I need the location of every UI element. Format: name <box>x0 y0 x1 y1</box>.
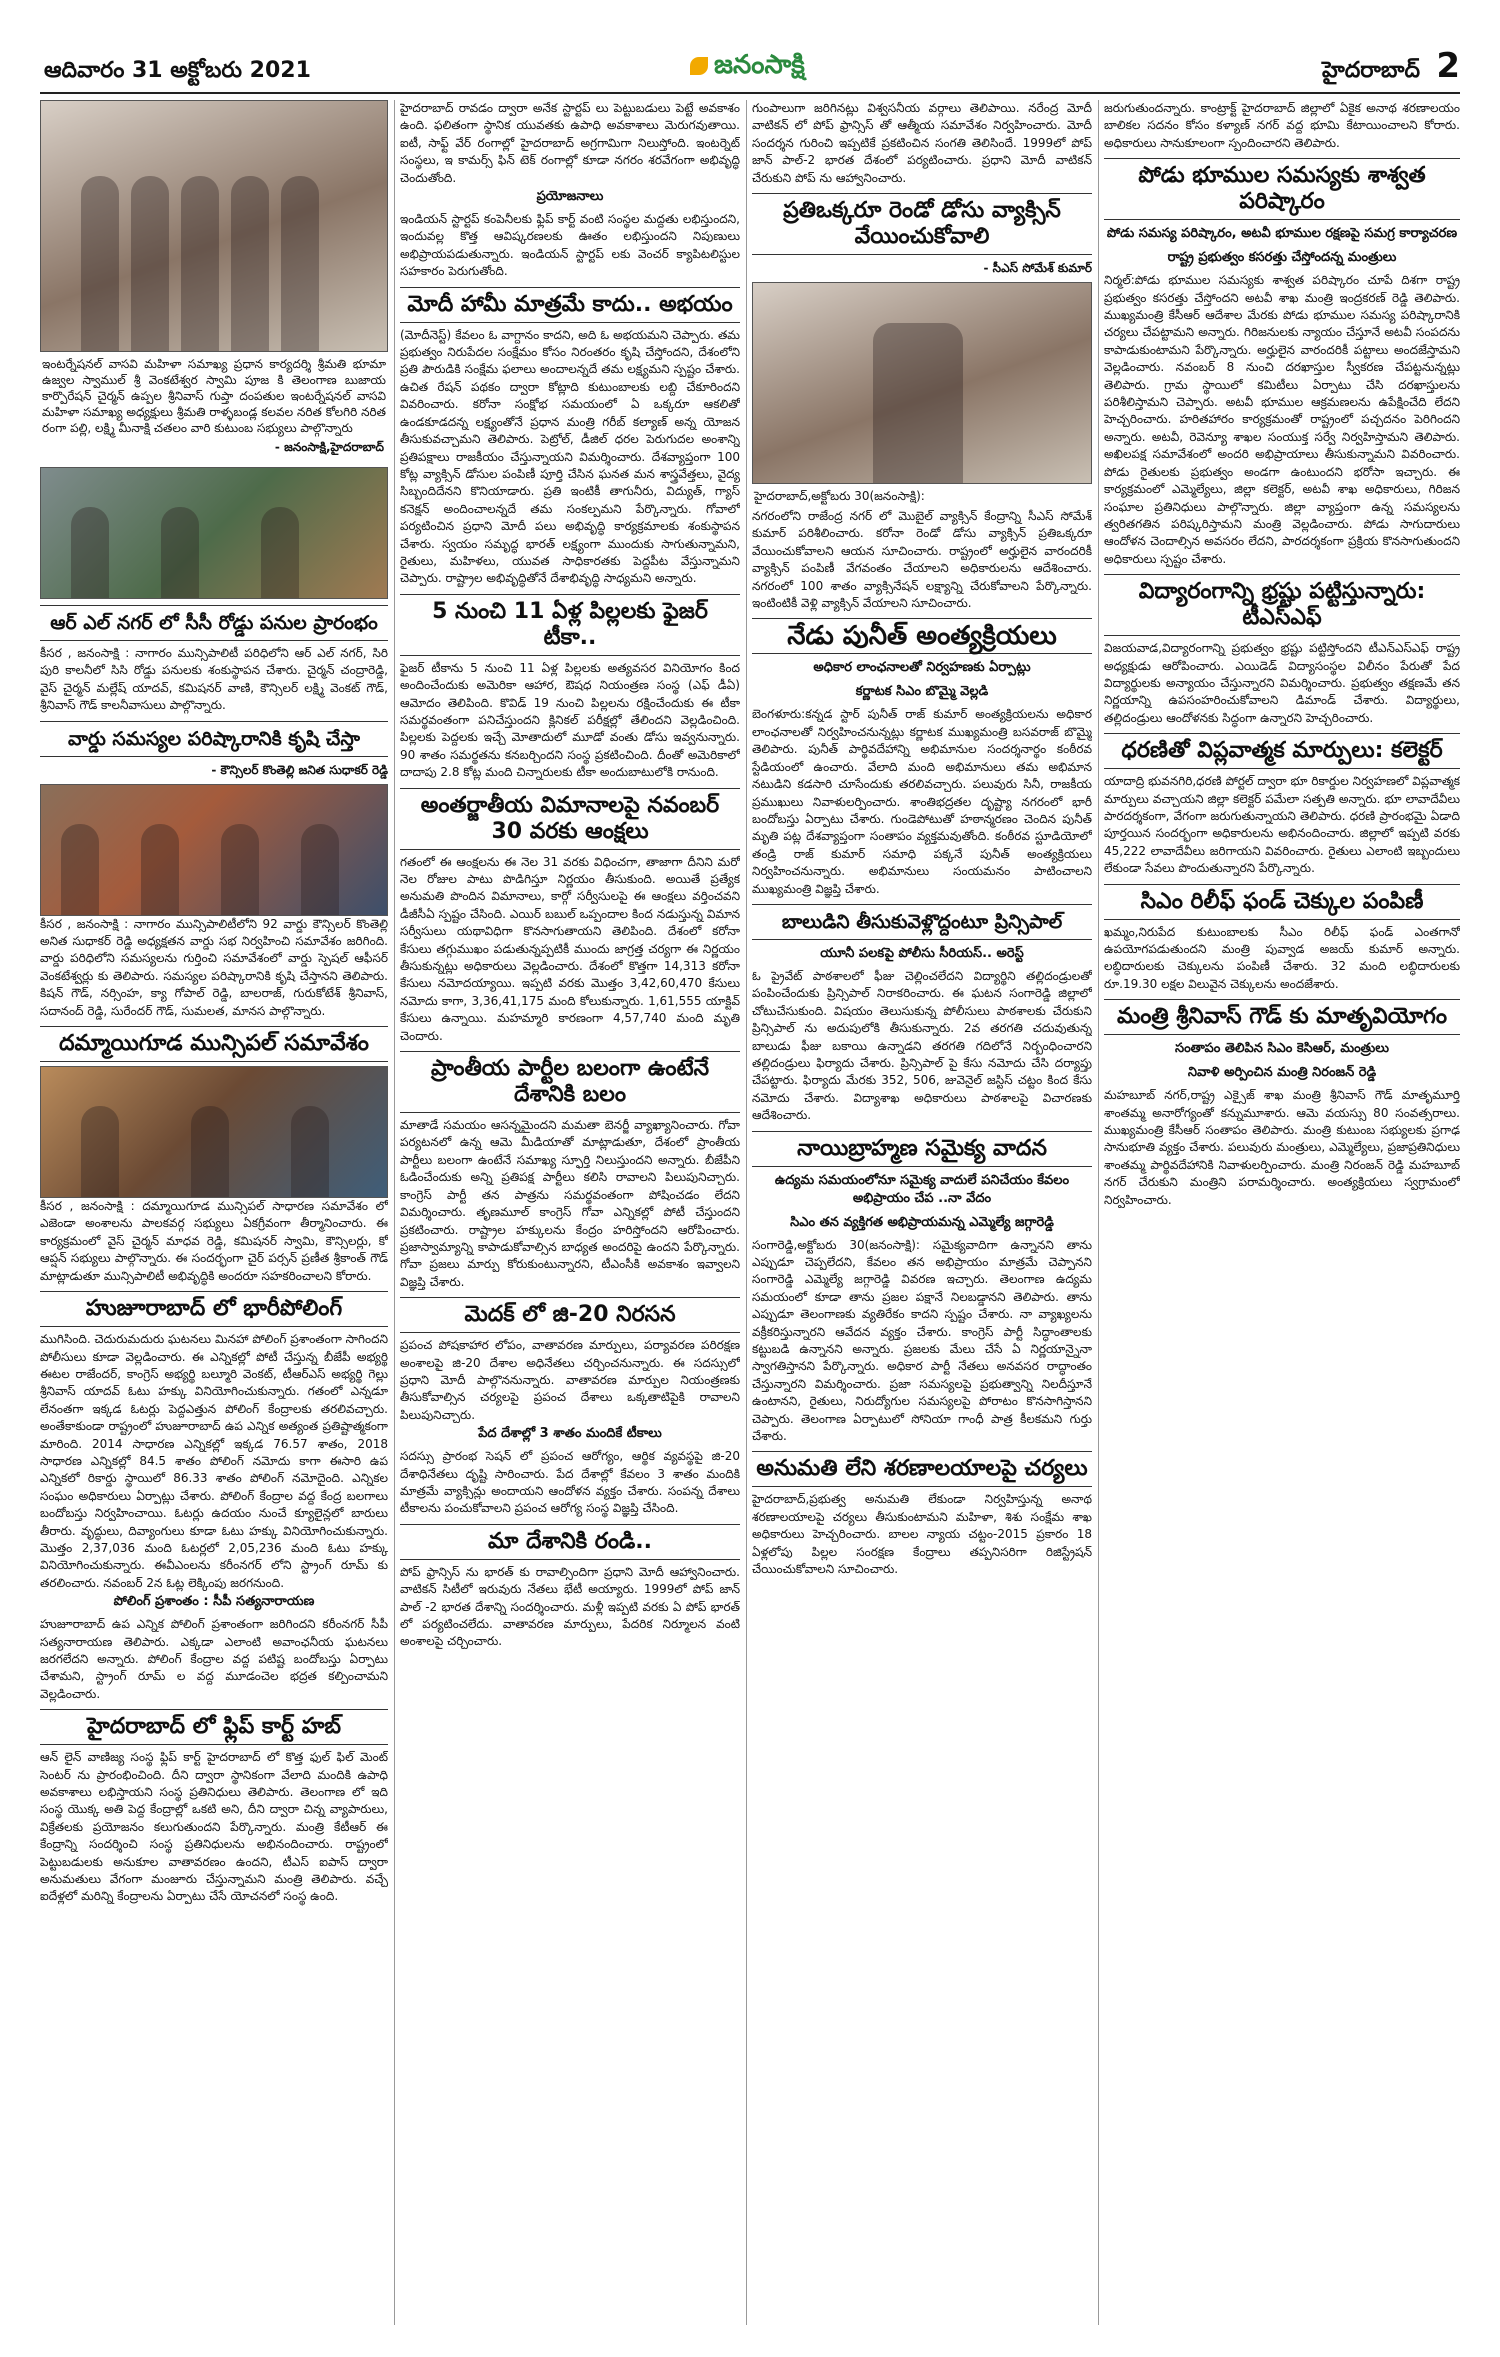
article-body: కీసర , జనంసాక్షి : నాగారం మున్సిపాలిటీలోని 92 వార్డు కౌన్సిలర్ కొంతెల్లి అనిత సుధాకర్ రెడ్డి అధ్యక్షతన వార్డు సభ నిర్వహించి సమావేశం జరిగింది. వార్డు పరిధిలోని సమస్యలను గుర్తించి సమావేశంలో వార్డు స్పెషల్ ఆఫీసర్ వెంకటేశ్వర్లు కు తెలిపారు. సమస్యల పరిష్కారానికి కృషి చేస్తానని తెలిపారు. కిషన్ గౌడ్, నర్సింహ, క్యా గోపాల్ రెడ్డి, బాలరాజ్, గురుకోటేశ్ శ్రీనివాస్, సదానంద్ రెడ్డి, సురేందర్ గౌడ్, సుమలత, మానస పాల్గొన్నారు. <box>40 916 388 1018</box>
article-body: హైదరాబాద్ రావడం ద్వారా అనేక స్టార్టప్ లు పెట్టుబడులు పెట్టే అవకాశం ఉంది. ఫలితంగా స్థానిక యువతకు ఉపాధి అవకాశాలు మెరుగవుతాయి. ఐటీ, సాఫ్ట్ వేర్ రంగాల్లో హైదరాబాద్ అగ్రగామిగా నిలుస్తోంది. ఇంటర్నెట్ సంస్థలు, ఇ కామర్స్ ఫిన్ టెక్ రంగాల్లో కూడా నగరం శరవేగంగా అభివృద్ధి చెందుతోంది. <box>400 101 740 185</box>
subheading: ఉద్యమ సమయంలోనూ సమైక్య వాదులే పనిచేయం కేవలం అభిప్రాయం చేప ..నా వేదం <box>774 1172 1070 1206</box>
headline: ప్రతిఒక్కరూ రెండో డోసు వ్యాక్సిన్ వేయించుకోవాలి <box>752 193 1092 255</box>
subheading: అధికార లాంఛనాలతో నిర్వహణకు ఏర్పాట్లు <box>813 660 1031 676</box>
column-divider <box>394 100 395 2325</box>
headline: సిఎం రిలీఫ్ ఫండ్ చెక్కుల పంపిణీ <box>1104 884 1460 920</box>
article-body: యాదాద్రి భువనగిరి,ధరణి పోర్టల్ ద్వారా భూ రికార్డుల నిర్వహణలో విప్లవాత్మక మార్పులు వచ్చాయని జిల్లా కలెక్టర్ పమేలా సత్పతి అన్నారు. భూ లావాదేవీలు పారదర్శకంగా, వేగంగా జరుగుతున్నాయని తెలిపారు. ధరణి ప్రారంభమై ఏడాది పూర్తయిన సందర్భంగా అధికారులను అభినందించారు. జిల్లాలో ఇప్పటి వరకు 45,222 లావాదేవీలు జరిగాయని వివరించారు. రైతులు ఎలాంటి ఇబ్బందులు లేకుండా సేవలు పొందుతున్నారని పేర్కొన్నారు. <box>1104 774 1460 876</box>
column-1 <box>40 100 388 2325</box>
column-divider <box>746 100 747 2325</box>
headline: మంత్రి శ్రీనివాస్ గౌడ్ కు మాతృవియోగం <box>1104 999 1460 1035</box>
headline: దమ్మాయిగూడ మున్సిపల్ సమావేశం <box>40 1026 388 1062</box>
news-photo <box>40 1066 388 1198</box>
newspaper-page <box>40 40 1460 2330</box>
article-body: గుంపాలుగా జరిగినట్లు విశ్వసనీయ వర్గాలు తెలిపాయి. నరేంద్ర మోదీ వాటికన్ లో పోప్ ఫ్రాన్సిస్ తో ఆత్మీయ సమావేశం నిర్వహించారు. మోదీ సందర్శన గురించి ఇప్పటికే ప్రకటించిన సంగతి తెలిసిందే. 1999లో పోప్ జాన్ పాల్-2 భారత దేశంలో పర్యటించారు. ప్రధాని మోదీ వాటికన్ చేరుకుని పోప్ ను ఆహ్వానించారు. <box>752 101 1092 185</box>
headline: మోదీ హామీ మాత్రమే కాదు.. అభయం <box>400 287 740 323</box>
column-2 <box>400 100 740 2325</box>
news-photo <box>40 467 388 599</box>
headline: అనుమతి లేని శరణాలయాలపై చర్యలు <box>752 1451 1092 1487</box>
headline: ప్రాంతీయ పార్టీల బలంగా ఉంటేనే దేశానికి బలం <box>400 1051 740 1113</box>
article-body: సదస్సు ప్రారంభ సెషన్ లో ప్రపంచ ఆరోగ్యం, ఆర్థిక వ్యవస్థపై జి-20 దేశాధినేతలు దృష్టి సారించారు. పేద దేశాల్లో కేవలం 3 శాతం మందికి మాత్రమే వ్యాక్సిన్లు అందాయని ఆందోళన వ్యక్తం చేశారు. సంపన్న దేశాలు టీకాలను పంచుకోవాలని ప్రపంచ ఆరోగ్య సంస్థ విజ్ఞప్తి చేసింది. <box>400 1449 740 1516</box>
subheading: సంతాపం తెలిపిన సిఎం కెసిఆర్, మంత్రులు <box>1174 1041 1390 1057</box>
article-body: విజయవాడ,విద్యారంగాన్ని ప్రభుత్వం భ్రష్టు పట్టిస్తోందని టీఎన్ఎస్ఎఫ్ రాష్ట్ర అధ్యక్షుడు ఆరోపించారు. ఎయిడెడ్ విద్యాసంస్థల విలీనం పేరుతో పేద విద్యార్థులకు అన్యాయం చేస్తున్నారని విమర్శించారు. ప్రభుత్వం తక్షణమే తన నిర్ణయాన్ని ఉపసంహరించుకోవాలని డిమాండ్ చేశారు. విద్యార్థులు, తల్లిదండ్రులు ఆందోళనకు సిద్ధంగా ఉన్నారని హెచ్చరించారు. <box>1104 641 1460 725</box>
article-body: ఫైజర్ టీకాను 5 నుంచి 11 ఏళ్ల పిల్లలకు అత్యవసర వినియోగం కింద అందించేందుకు అమెరికా ఆహార, ఔషధ నియంత్రణ సంస్థ (ఎఫ్ డీఏ) ఆమోదం తెలిపింది. కొవిడ్ 19 నుంచి పిల్లలను రక్షించేందుకు ఈ టీకా సమర్థవంతంగా పనిచేస్తుందని క్లినికల్ పరీక్షల్లో తేలిందని వెల్లడించింది. పిల్లలకు పెద్దలకు ఇచ్చే మోతాదులో మూడో వంతు డోసు ఇవ్వనున్నారు. 90 శాతం సమర్థతను కనబర్చిందని సంస్థ ప్రకటించింది. దీంతో అమెరికాలో దాదాపు 2.8 కోట్ల మంది చిన్నారులకు టీకా అందుబాటులోకి రానుంది. <box>400 660 740 780</box>
headline: 5 నుంచి 11 ఏళ్ల పిల్లలకు ఫైజర్ టీకా.. <box>400 594 740 656</box>
headline: మా దేశానికి రండి.. <box>400 1524 740 1560</box>
byline: - కౌన్సిలర్ కొంతెల్లి జనిత సుధాకర్ రెడ్డి <box>211 762 388 777</box>
subheading: కర్ణాటక సిఎం బొమ్మై వెల్లడి <box>855 684 989 700</box>
headline: నాయిబ్రాహ్మణ సమైక్య వాదన <box>752 1131 1092 1167</box>
subheading: రాష్ట్ర ప్రభుత్వం కసరత్తు చేస్తోందన్న మంత్రులు <box>1167 250 1397 266</box>
article-body: హైదరాబాద్,ప్రభుత్వ అనుమతి లేకుండా నిర్వహిస్తున్న అనాథ శరణాలయాలపై చర్యలు తీసుకుంటామని మహిళా, శిశు సంక్షేమ శాఖ అధికారులు హెచ్చరించారు. బాలల న్యాయ చట్టం-2015 ప్రకారం 18 ఏళ్లలోపు పిల్లల సంరక్షణ కేంద్రాలు తప్పనిసరిగా రిజిస్ట్రేషన్ చేయించుకోవాలని సూచించారు. <box>752 1492 1092 1577</box>
headline: ఆర్ ఎల్ నగర్ లో సీసీ రోడ్డు పనుల ప్రారంభం <box>40 605 388 641</box>
masthead <box>40 40 1460 94</box>
photo-credit: - జనంసాక్షి,హైదరాబాద్ <box>274 440 384 454</box>
headline: వార్డు సమస్యల పరిష్కారానికి కృషి చేస్తా <box>40 721 388 757</box>
leaf-icon <box>690 57 708 75</box>
column-3 <box>752 100 1092 2325</box>
headline: పోడు భూముల సమస్యకు శాశ్వత పరిష్కారం <box>1104 158 1460 220</box>
subheading: ప్రయోజనాలు <box>536 189 604 205</box>
subheading: పోలింగ్ ప్రశాంతం : సీపీ సత్యనారాయణ <box>113 1594 315 1610</box>
article-body: నగరంలోని రాజేంద్ర నగర్ లో మొబైల్ వ్యాక్సిన్ కేంద్రాన్ని సీఎస్ సోమేశ్ కుమార్ పరిశీలించారు. కరోనా రెండో డోసు వ్యాక్సిన్ ప్రతిఒక్కరూ వేయించుకోవాలని ఆయన సూచించారు. రాష్ట్రంలో అర్హులైన వారందరికీ వ్యాక్సిన్ పంపిణీ వేగవంతం చేయాలని అధికారులను ఆదేశించారు. నగరంలో 100 శాతం వ్యాక్సినేషన్ లక్ష్యాన్ని చేరుకోవాలని పేర్కొన్నారు. ఇంటింటికీ వెళ్లి వ్యాక్సిన్ వేయాలని సూచించారు. <box>752 509 1092 611</box>
photo-caption: హైదరాబాద్,అక్టోబరు 30(జనంసాక్షి): <box>754 489 925 504</box>
article-body: మహబూబ్ నగర్,రాష్ట్ర ఎక్సైజ్ శాఖ మంత్రి శ్రీనివాస్ గౌడ్ మాతృమూర్తి శాంతమ్మ అనారోగ్యంతో కన్నుమూశారు. ఆమె వయస్సు 80 సంవత్సరాలు. ముఖ్యమంత్రి కేసీఆర్ సంతాపం తెలిపారు. మంత్రి కుటుంబ సభ్యులకు ప్రగాఢ సానుభూతి వ్యక్తం చేశారు. పలువురు మంత్రులు, ఎమ్మెల్యేలు, ప్రజాప్రతినిధులు శాంతమ్మ పార్థివదేహానికి నివాళులర్పించారు. మంత్రి నిరంజన్ రెడ్డి మహబూబ్ నగర్ చేరుకుని మంత్రిని పరామర్శించారు. అంత్యక్రియలు స్వగ్రామంలో నిర్వహించారు. <box>1104 1088 1460 1207</box>
article-body: హుజూరాబాద్ ఉప ఎన్నిక పోలింగ్ ప్రశాంతంగా జరిగిందని కరీంనగర్ సీపీ సత్యనారాయణ తెలిపారు. ఎక్కడా ఎలాంటి అవాంఛనీయ ఘటనలు జరగలేదని అన్నారు. పోలింగ్ కేంద్రాల వద్ద పటిష్ట బందోబస్తు ఏర్పాటు చేశామని, స్ట్రాంగ్ రూమ్ ల వద్ద మూడంచెల భద్రత కల్పించామని వెల్లడించారు. <box>40 1617 388 1701</box>
article-body: పోప్ ఫ్రాన్సిస్ ను భారత్ కు రావాల్సిందిగా ప్రధాని మోదీ ఆహ్వానించారు. వాటికన్ సిటీలో ఇరువురు నేతలు భేటీ అయ్యారు. 1999లో పోప్ జాన్ పాల్ -2 భారత దేశాన్ని సందర్శించారు. మళ్లీ ఇప్పటి వరకు ఏ పోప్ భారత్ లో పర్యటించలేదు. వాతావరణ మార్పులు, పేదరిక నిర్మూలన వంటి అంశాలపై చర్చించారు. <box>400 1564 740 1649</box>
article-body: నిర్మల్:పోడు భూముల సమస్యకు శాశ్వత పరిష్కారం చూపే దిశగా రాష్ట్ర ప్రభుత్వం కసరత్తు చేస్తోందని అటవీ శాఖ మంత్రి ఇంద్రకరణ్ రెడ్డి తెలిపారు. ముఖ్యమంత్రి కేసీఆర్ ఆదేశాల మేరకు పోడు భూముల సమస్య పరిష్కారానికి చర్యలు చేపట్టామని అన్నారు. గిరిజనులకు న్యాయం చేస్తూనే అటవీ సంపదను కాపాడుకుంటామని పేర్కొన్నారు. అర్హులైన వారందరికీ పట్టాలు అందజేస్తామని వెల్లడించారు. నవంబర్ 8 నుంచి దరఖాస్తుల స్వీకరణ చేపట్టనున్నట్లు తెలిపారు. గ్రామ స్థాయిలో కమిటీలు ఏర్పాటు చేసి దరఖాస్తులను పరిశీలిస్తామని చెప్పారు. అటవీ భూముల ఆక్రమణలను ఉపేక్షించేది లేదని హెచ్చరించారు. హరితహారం కార్యక్రమంతో రాష్ట్రంలో పచ్చదనం పెరిగిందని అన్నారు. అటవీ, రెవెన్యూ శాఖల సంయుక్త సర్వే నిర్వహిస్తామని తెలిపారు. అఖిలపక్ష సమావేశంలో అందరి అభిప్రాయాలు తీసుకున్నామని వివరించారు. పోడు రైతులకు ప్రభుత్వం అండగా ఉంటుందని భరోసా ఇచ్చారు. ఈ కార్యక్రమంలో ఎమ్మెల్యేలు, జిల్లా కలెక్టర్, అటవీ శాఖ అధికారులు, గిరిజన సంఘాల ప్రతినిధులు పాల్గొన్నారు. జిల్లా వ్యాప్తంగా ఉన్న సమస్యలను త్వరితగతిన పరిష్కరిస్తామని మంత్రి వెల్లడించారు. పోడు సాగుదారులు ఆందోళన చెందాల్సిన అవసరం లేదని, పారదర్శకంగా ప్రక్రియ కొనసాగుతుందని అధికారులు స్పష్టం చేశారు. <box>1104 273 1460 566</box>
edition-city: హైదరాబాద్ <box>1322 58 1420 83</box>
article-body: జరుగుతుందన్నారు. కాంట్రాక్ట్ హైదరాబాద్ జిల్లాలో ఏకైక అనాథ శరణాలయం బాలికల సదనం కోసం కళ్యాణ్ నగర్ వద్ద భూమి కేటాయించాలని కోరారు. అధికారులు సానుకూలంగా స్పందించారని తెలిపారు. <box>1104 101 1460 150</box>
article-body: (మోదీనెస్ట్) కేవలం ఓ వాగ్దానం కాదని, అది ఓ అభయమని చెప్పారు. తమ ప్రభుత్వం నిరుపేదల సంక్షేమం కోసం నిరంతరం కృషి చేస్తోందని, దేశంలోని ప్రతి పౌరుడికి సంక్షేమ ఫలాలు అందాలన్నదే తమ లక్ష్యమని స్పష్టం చేశారు. ఉచిత రేషన్ పథకం ద్వారా కోట్లాది కుటుంబాలకు లబ్ది చేకూరిందని వివరించారు. కరోనా సంక్షోభ సమయంలో ఏ ఒక్కరూ ఆకలితో ఉండకూడదన్న లక్ష్యంతోనే ప్రధాన మంత్రి గరీబ్ కల్యాణ్ అన్న యోజన తీసుకువచ్చామని తెలిపారు. పెట్రోల్, డీజిల్ ధరల పెరుగుదల అంశాన్ని ప్రతిపక్షాలు రాజకీయం చేస్తున్నాయని విమర్శించారు. దేశవ్యాప్తంగా 100 కోట్ల వ్యాక్సిన్ డోసుల పంపిణీ పూర్తి చేసిన ఘనత మన శాస్త్రవేత్తలు, వైద్య సిబ్బందిదేనని కొనియాడారు. ప్రతి ఇంటికీ తాగునీరు, విద్యుత్, గ్యాస్ కనెక్షన్ అందించాలన్నదే తమ సంకల్పమని పేర్కొన్నారు. గోవాలో పర్యటించిన ప్రధాని మోదీ పలు అభివృద్ధి కార్యక్రమాలకు శంకుస్థాపన చేశారు. స్వయం సమృద్ధ భారత్ లక్ష్యంగా ముందుకు సాగుతున్నామని, రైతులు, మహిళలు, యువత సాధికారతకు పెద్దపీట వేస్తున్నామని చెప్పారు. రాష్ట్రాల అభివృద్ధితోనే దేశాభివృద్ధి సాధ్యమని అన్నారు. <box>400 327 740 586</box>
subheading: పోడు సమస్య పరిష్కారం, అటవీ భూముల రక్షణపై సమగ్ర కార్యాచరణ <box>1106 226 1458 242</box>
news-photo <box>752 282 1092 484</box>
article-body: కీసర , జనంసాక్షి : దమ్మాయిగూడ మున్సిపల్ సాధారణ సమావేశం లో ఎజెండా అంశాలను పాలకవర్గ సభ్యులు ఏకగ్రీవంగా తీర్మానించారు. ఈ కార్యక్రమంలో వైస్ చైర్మన్ మాధవ రెడ్డి, కమిషనర్ స్వామి, కౌన్సిలర్లు, కో ఆప్షన్ సభ్యులు పాల్గొన్నారు. ఈ సందర్భంగా చైర్ పర్సన్ ప్రణీత శ్రీకాంత్ గౌడ్ మాట్లాడుతూ మున్సిపాలిటీ అభివృద్ధికి అందరూ సహకరించాలని కోరారు. <box>40 1199 388 1283</box>
article-body: సంగారెడ్డి,అక్టోబరు 30(జనంసాక్షి): సమైక్యవాదిగా ఉన్నానని తాను ఎప్పుడూ చెప్పలేదని, కేవలం తన అభిప్రాయం మాత్రమే చెప్పానని సంగారెడ్డి ఎమ్మెల్యే జగ్గారెడ్డి వివరణ ఇచ్చారు. తెలంగాణ ఉద్యమ సమయంలో కూడా తాను ప్రజల పక్షానే నిలబడ్డానని తెలిపారు. తాను ఎప్పుడూ తెలంగాణకు వ్యతిరేకం కాదని స్పష్టం చేశారు. నా వ్యాఖ్యలను వక్రీకరిస్తున్నారని ఆవేదన వ్యక్తం చేశారు. కాంగ్రెస్ పార్టీ సిద్ధాంతాలకు కట్టుబడి ఉన్నానని అన్నారు. ప్రజలకు మేలు చేసే ఏ నిర్ణయాన్నైనా స్వాగతిస్తానని పేర్కొన్నారు. అధికార పార్టీ నేతలు అనవసర రాద్ధాంతం చేస్తున్నారని విమర్శించారు. ప్రజా సమస్యలపై ప్రభుత్వాన్ని నిలదీస్తూనే ఉంటానని, రైతులు, నిరుద్యోగుల సమస్యలపై పోరాటం కొనసాగిస్తానని చెప్పారు. తెలంగాణ ఏర్పాటులో సోనియా గాంధీ పాత్ర కీలకమని గుర్తు చేశారు. <box>752 1237 1092 1444</box>
news-photo <box>40 100 388 352</box>
subheading: పేద దేశాల్లో 3 శాతం మందికే టీకాలు <box>478 1426 662 1442</box>
headline: అంతర్జాతీయ విమానాలపై నవంబర్ 30 వరకు ఆంక్షలు <box>400 788 740 850</box>
headline: ధరణితో విప్లవాత్మక మార్పులు: కలెక్టర్ <box>1104 733 1460 769</box>
subheading: నివాళి అర్పించిన మంత్రి నిరంజన్ రెడ్డి <box>1187 1065 1377 1081</box>
news-photo <box>40 784 388 916</box>
byline: - సీఎస్ సోమేశ్ కుమార్ <box>983 261 1092 276</box>
article-body: బెంగళూరు:కన్నడ స్టార్ పునీత్ రాజ్ కుమార్ అంత్యక్రియలను అధికార లాంఛనాలతో నిర్వహించనున్నట్లు కర్ణాటక ముఖ్యమంత్రి బసవరాజ్ బొమ్మై తెలిపారు. పునీత్ పార్థివదేహాన్ని అభిమానుల సందర్శనార్థం కంఠీరవ స్టేడియంలో ఉంచారు. వేలాది మంది అభిమానులు తమ అభిమాన నటుడిని కడసారి చూసేందుకు తరలివచ్చారు. పలువురు సినీ, రాజకీయ ప్రముఖులు నివాళులర్పించారు. శాంతిభద్రతల దృష్ట్యా నగరంలో భారీ బందోబస్తు ఏర్పాటు చేశారు. గుండెపోటుతో హఠాన్మరణం చెందిన పునీత్ మృతి పట్ల దేశవ్యాప్తంగా సంతాపం వ్యక్తమవుతోంది. కంఠీరవ స్టూడియోలో తండ్రి రాజ్ కుమార్ సమాధి పక్కనే పునీత్ అంత్యక్రియలు నిర్వహించనున్నారు. అభిమానులు సంయమనం పాటించాలని ముఖ్యమంత్రి విజ్ఞప్తి చేశారు. <box>752 707 1092 896</box>
headline: విద్యారంగాన్ని భ్రష్టు పట్టిస్తున్నారు: టీఎస్ఎఫ్ <box>1104 574 1460 636</box>
photo-caption: ఇంటర్నేషనల్ వాసవి మహిళా సమాఖ్య ప్రధాన కార్యదర్శి శ్రీమతి భూమా ఉజ్వల స్వాముల్ శ్రీ వెంకటేశ్వర స్వామి పూజ కి తెలంగాణ బుజాయ కార్పొరేషన్ చైర్మన్ ఉప్పల శ్రీనివాస్ గుప్తా దంపతుల ఇంటర్నేషనల్ వాసవి మహిళా సమాఖ్య అధ్యక్షులు శ్రీమతి రాళ్ళబండ్ల కలవల నరిత కోలగిరి నరిత రంగా పల్లి, లక్ష్మి మీనాక్షి చతలం వారి కుటుంబ సభ్యులు పాల్గొన్నారు <box>42 357 386 435</box>
article-body: మాతాడే సమయం ఆసన్నమైందని మమతా బెనర్జీ వ్యాఖ్యానించారు. గోవా పర్యటనలో ఉన్న ఆమె మీడియాతో మాట్లాడుతూ, దేశంలో ప్రాంతీయ పార్టీలు బలంగా ఉంటేనే సమాఖ్య స్ఫూర్తి నిలుస్తుందని అన్నారు. బీజేపీని ఓడించేందుకు అన్ని ప్రతిపక్ష పార్టీలు కలిసి రావాలని పిలుపునిచ్చారు. కాంగ్రెస్ పార్టీ తన పాత్రను సమర్థవంతంగా పోషించడం లేదని విమర్శించారు. తృణమూల్ కాంగ్రెస్ గోవా ఎన్నికల్లో పోటీ చేస్తుందని ప్రకటించారు. రాష్ట్రాల హక్కులను కేంద్రం హరిస్తోందని ఆరోపించారు. ప్రజాస్వామ్యాన్ని కాపాడుకోవాల్సిన బాధ్యత అందరిపై ఉందని పేర్కొన్నారు. గోవా ప్రజలు మార్పు కోరుకుంటున్నారని, టీఎంసీకి అవకాశం ఇవ్వాలని విజ్ఞప్తి చేశారు. <box>400 1118 740 1289</box>
headline: నేడు పునీత్ అంత్యక్రియలు <box>752 618 1092 654</box>
newspaper-logo <box>690 50 805 86</box>
article-body: కీసర , జనంసాక్షి : నాగారం మున్సిపాలిటీ పరిధిలోని ఆర్ ఎల్ నగర్, సిరి పురి కాలనీలో సిసి రోడ్డు పనులకు శంకుస్థాపన చేశారు. చైర్మన్ చంద్రారెడ్డి, వైస్ చైర్మన్ మల్లేష్ యాదవ్, కమిషనర్ వాణి, కౌన్సిలర్ లక్ష్మి వెంకట్ గౌడ్, శ్రీనివాస్ గౌడ్ కాలనీవాసులు పాల్గొన్నారు. <box>40 646 388 713</box>
logo-text: జనంసాక్షి <box>714 50 805 80</box>
headline: హైదరాబాద్ లో ఫ్లిప్ కార్ట్ హబ్ <box>40 1709 388 1745</box>
subheading: యూనీ పలకపై పోలీసు సీరియస్.. అరెస్ట్ <box>820 945 1024 961</box>
column-divider <box>1098 100 1099 2325</box>
article-body: ఖమ్మం,నిరుపేద కుటుంబాలకు సీఎం రిలీఫ్ ఫండ్ ఎంతగానో ఉపయోగపడుతుందని మంత్రి పువ్వాడ అజయ్ కుమార్ అన్నారు. లబ్ధిదారులకు చెక్కులను పంపిణీ చేశారు. 32 మంది లబ్ధిదారులకు రూ.19.30 లక్షల విలువైన చెక్కులను అందజేశారు. <box>1104 924 1460 991</box>
page-number: 2 <box>1436 46 1460 86</box>
article-body: ఆన్ లైన్ వాణిజ్య సంస్థ ఫ్లిప్ కార్ట్ హైదరాబాద్ లో కొత్త ఫుల్ ఫిల్ మెంట్ సెంటర్ ను ప్రారంభించింది. దీని ద్వారా స్థానికంగా వేలాది మందికి ఉపాధి అవకాశాలు లభిస్తాయని సంస్థ ప్రతినిధులు తెలిపారు. తెలంగాణ లో ఇది సంస్థ యొక్క అతి పెద్ద కేంద్రాల్లో ఒకటి అని, దీని ద్వారా చిన్న వ్యాపారులు, విక్రేతలకు ప్రయోజనం కలుగుతుందని పేర్కొన్నారు. మంత్రి కేటీఆర్ ఈ కేంద్రాన్ని సందర్శించి సంస్థ ప్రతినిధులను అభినందించారు. రాష్ట్రంలో పెట్టుబడులకు అనుకూల వాతావరణం ఉందని, టీఎస్ ఐపాస్ ద్వారా అనుమతులు వేగంగా మంజూరు చేస్తున్నామని మంత్రి తెలిపారు. వచ్చే ఐదేళ్లలో మరిన్ని కేంద్రాలను ఏర్పాటు చేసే యోచనలో సంస్థ ఉంది. <box>40 1750 388 1904</box>
article-body: గతంలో ఈ ఆంక్షలను ఈ నెల 31 వరకు విధించగా, తాజాగా దీనిని మరో నెల రోజుల పాటు పొడిగిస్తూ నిర్ణయం తీసుకుంది. అయితే ప్రత్యేక అనుమతి పొందిన విమానాలు, కార్గో సర్వీసులపై ఈ ఆంక్షలు వర్తించవని డీజీసీఏ స్పష్టం చేసింది. ఎయిర్ బబుల్ ఒప్పందాల కింద నడుస్తున్న విమాన సర్వీసులు యథావిధిగా కొనసాగుతాయని తెలిపింది. దేశంలో కరోనా కేసులు తగ్గుముఖం పడుతున్నప్పటికీ ముందు జాగ్రత్త చర్యగా ఈ నిర్ణయం తీసుకున్నట్లు అధికారులు వెల్లడించారు. దేశంలో కొత్తగా 14,313 కరోనా కేసులు నమోదయ్యాయి. ఇప్పటి వరకు మొత్తం 3,42,60,470 కేసులు నమోదు కాగా, 3,36,41,175 మంది కోలుకున్నారు. 1,61,555 యాక్టివ్ కేసులు ఉన్నాయి. మహమ్మారి కారణంగా 4,57,740 మంది మృతి చెందారు. <box>400 854 740 1043</box>
headline: హుజూరాబాద్ లో భారీపోలింగ్ <box>40 1291 388 1327</box>
article-body: ఇండియన్ స్టార్టప్ కంపెనీలకు ఫ్లిప్ కార్ట్ వంటి సంస్థల మద్దతు లభిస్తుందని, ఇందువల్ల కొత్త ఆవిష్కరణలకు ఊతం లభిస్తుందని నిపుణులు అభిప్రాయపడుతున్నారు. ఇండియన్ స్టార్టప్ లకు వెంచర్ క్యాపిటలిస్టుల సహకారం పెరుగుతోంది. <box>400 212 740 279</box>
column-4 <box>1104 100 1460 2325</box>
issue-date: ఆదివారం 31 అక్టోబరు 2021 <box>44 58 311 83</box>
subheading: సిఎం తన వ్యక్తిగత అభిప్రాయమన్న ఎమ్మెల్యే జగ్గారెడ్డి <box>790 1214 1054 1230</box>
article-body: ముగిసింది. చెదురుమదురు ఘటనలు మినహా పోలింగ్ ప్రశాంతంగా సాగిందని పోలీసులు కూడా వెల్లడించారు. ఈ ఎన్నికల్లో పోటీ చేస్తున్న బీజేపీ అభ్యర్థి ఈటల రాజేందర్, కాంగ్రెస్ అభ్యర్థి బల్మూరి వెంకట్, టీఆర్ఎస్ అభ్యర్థి గెల్లు శ్రీనివాస్ యాదవ్ ఓటు హక్కు వినియోగించుకున్నారు. గతంలో ఎన్నడూ లేనంతగా ఇక్కడ ఓటర్లు పెద్దఎత్తున పోలింగ్ కేంద్రాలకు తరలివచ్చారు. అంతేకాకుండా రాష్ట్రంలో హుజూరాబాద్ ఉప ఎన్నిక అత్యంత ప్రతిష్టాత్మకంగా మారింది. 2014 సాధారణ ఎన్నికల్లో ఇక్కడ 76.57 శాతం, 2018 సాధారణ ఎన్నికల్లో 84.5 శాతం పోలింగ్ నమోదు కాగా ఈసారి ఉప ఎన్నికలో రికార్డు స్థాయిలో 86.33 శాతం పోలింగ్ నమోదైంది. ఎన్నికల సంఘం అధికారులు ఏర్పాట్లు చేశారు. పోలింగ్ కేంద్రాల వద్ద కేంద్ర బలగాలు బందోబస్తు నిర్వహించాయి. ఓటర్లు ఉదయం నుంచే క్యూలైన్లలో బారులు తీరారు. వృద్ధులు, దివ్యాంగులు కూడా ఓటు హక్కు వినియోగించుకున్నారు. మొత్తం 2,37,036 మంది ఓటర్లలో 2,05,236 మంది ఓటు హక్కు వినియోగించుకున్నారు. ఈవీఎంలను కరీంనగర్ లోని స్ట్రాంగ్ రూమ్ కు తరలించారు. నవంబర్ 2న ఓట్ల లెక్కింపు జరగనుంది. <box>40 1332 388 1590</box>
headline: బాలుడిని తీసుకువెళ్లొద్దంటూ ప్రిన్సిపాల్ <box>752 904 1092 940</box>
headline: మెదక్ లో జి-20 నిరసన <box>400 1297 740 1333</box>
article-body: ఓ ప్రైవేట్ పాఠశాలలో ఫీజు చెల్లించలేదని విద్యార్థిని తల్లిదండ్రులతో పంపించేందుకు ప్రిన్సిపాల్ నిరాకరించారు. ఈ ఘటన సంగారెడ్డి జిల్లాలో చోటుచేసుకుంది. విషయం తెలుసుకున్న పోలీసులు పాఠశాలకు చేరుకుని ప్రిన్సిపాల్ ను అదుపులోకి తీసుకున్నారు. 2వ తరగతి చదువుతున్న బాలుడు ఫీజు బకాయి ఉన్నాడని తరగతి గదిలోనే నిర్బంధించారని తల్లిదండ్రులు ఫిర్యాదు చేశారు. ప్రిన్సిపాల్ పై కేసు నమోదు చేసి దర్యాప్తు చేపట్టారు. ఫిర్యాదు మేరకు 352, 506, జువెనైల్ జస్టిస్ చట్టం కింద కేసు నమోదు చేశారు. విద్యాశాఖ అధికారులు పాఠశాలపై విచారణకు ఆదేశించారు. <box>752 968 1092 1123</box>
article-body: ప్రపంచ పోషకాహార లోపం, వాతావరణ మార్పులు, పర్యావరణ పరిరక్షణ అంశాలపై జి-20 దేశాల అధినేతలు చర్చించనున్నారు. ఈ సదస్సులో ప్రధాని మోదీ పాల్గొననున్నారు. వాతావరణ మార్పుల నియంత్రణకు తీసుకోవాల్సిన చర్యలపై ప్రపంచ దేశాలు ఒక్కతాటిపైకి రావాలని పిలుపునిచ్చారు. <box>400 1338 740 1422</box>
